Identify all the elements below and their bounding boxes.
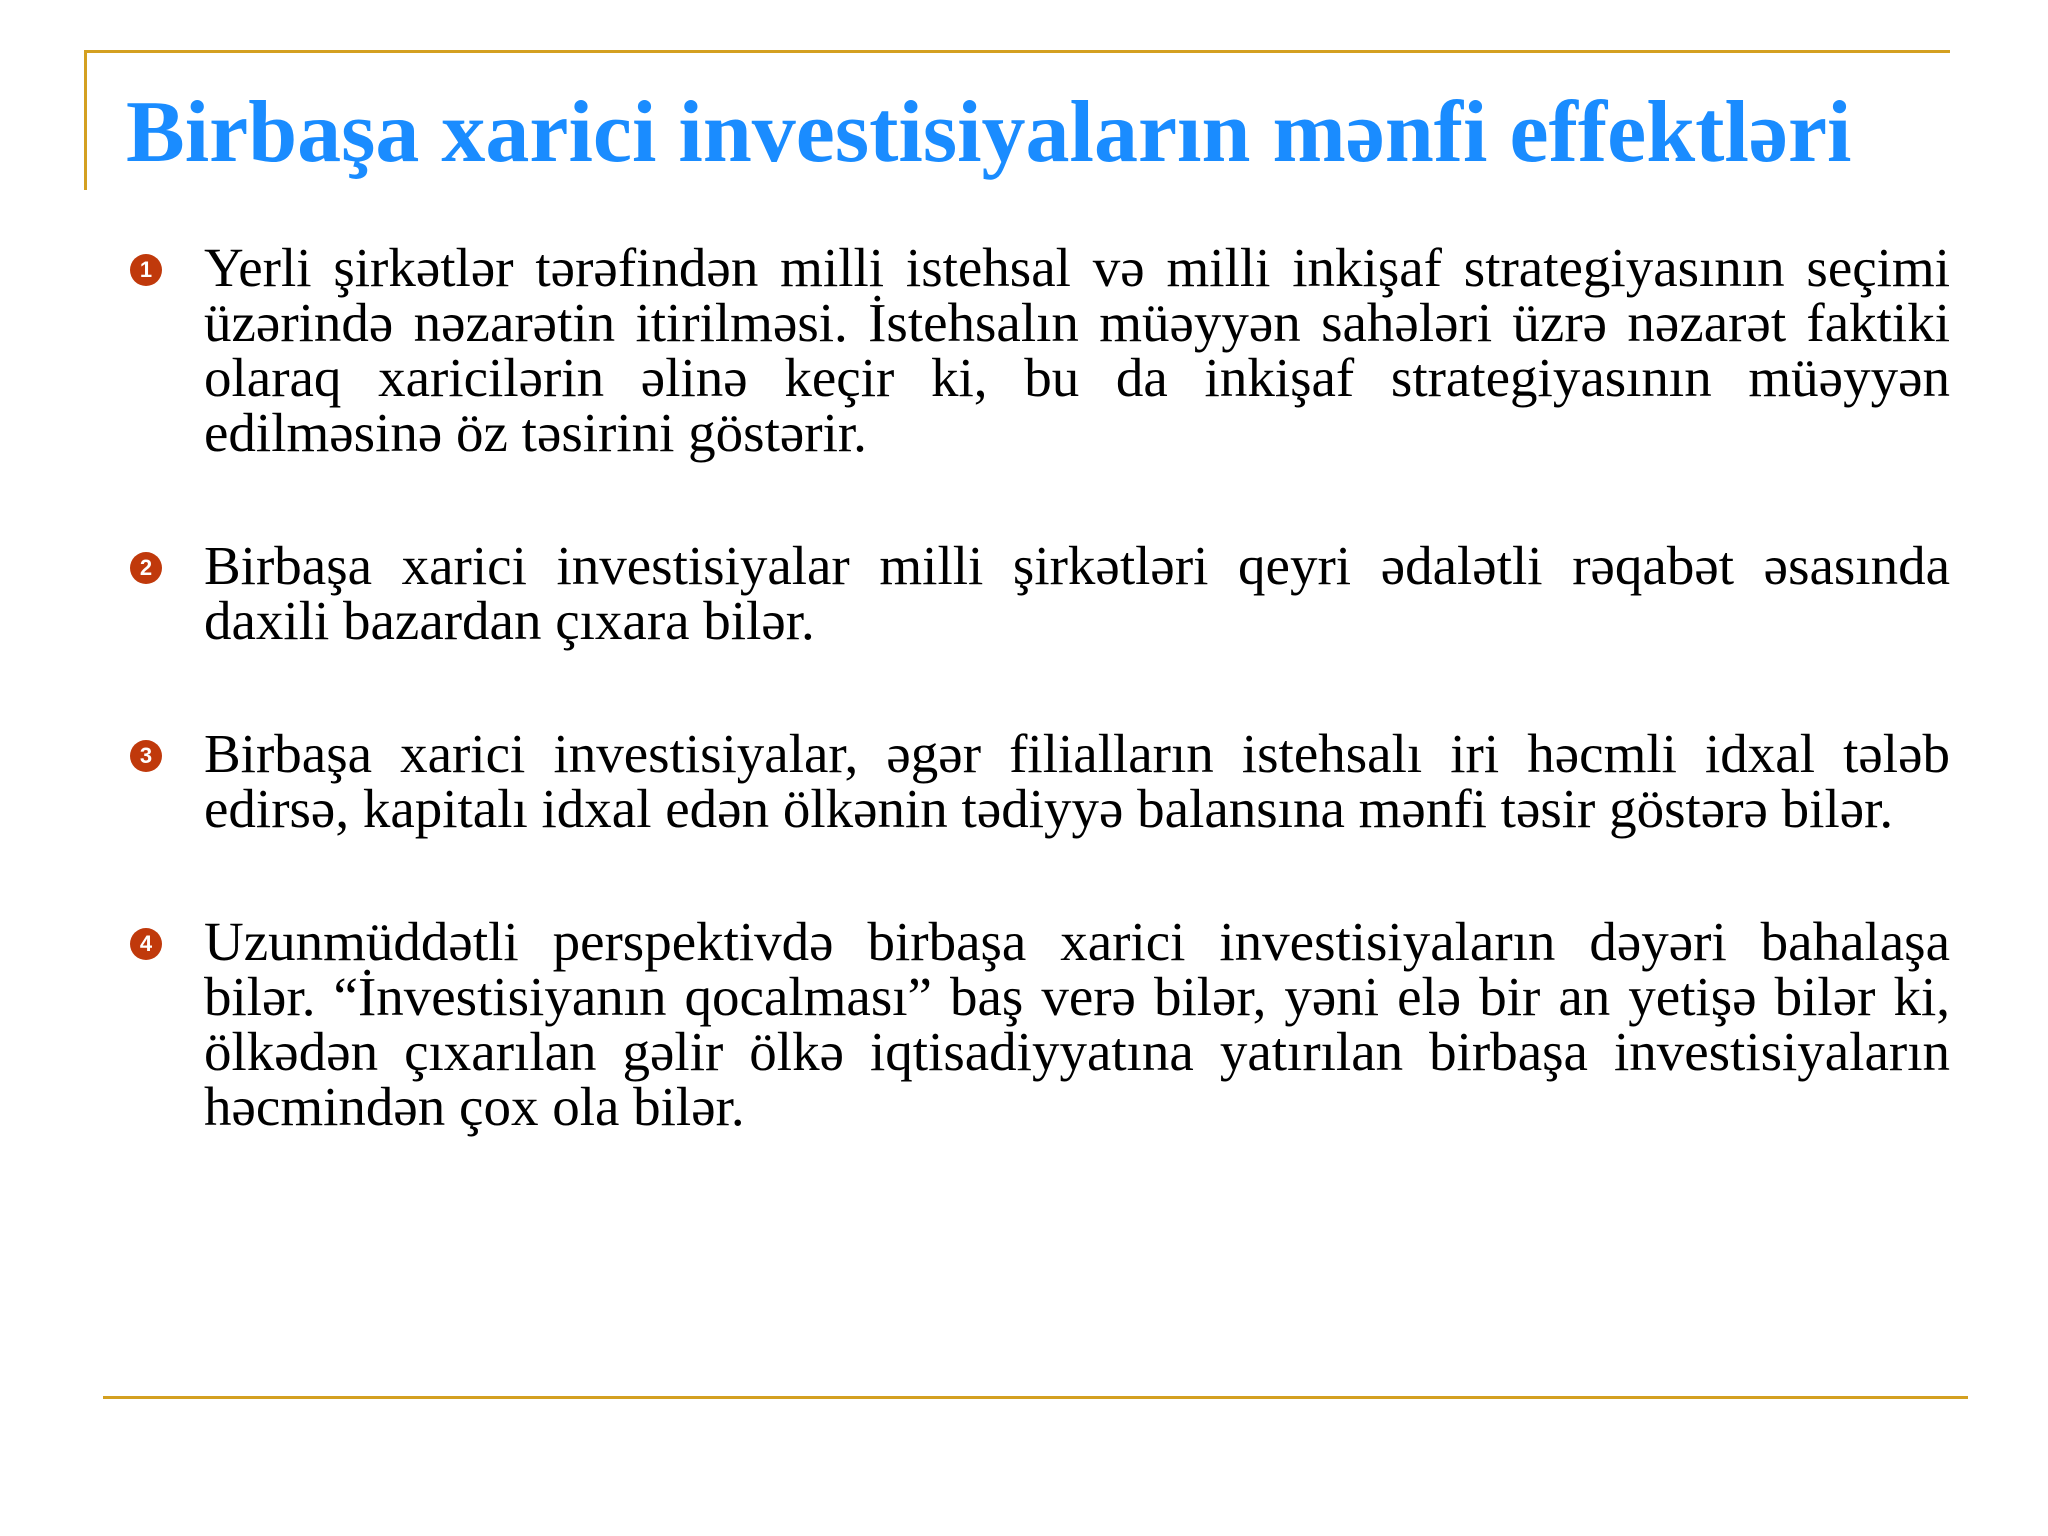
bullet-number-3-icon: 3 <box>130 740 162 772</box>
bottom-rule <box>103 1396 1968 1399</box>
title-rule-left <box>84 50 87 190</box>
bullet-text: Birbaşa xarici investisiyalar milli şirkətləri qeyri ədalətli rəqabət əsasında daxili bazardan çıxara bilər. <box>204 535 1950 651</box>
bullet-number-4-icon: 4 <box>130 928 162 960</box>
bullet-list <box>130 237 1950 1212</box>
bullet-item <box>130 535 1950 651</box>
bullet-text: Birbaşa xarici investisiyalar, əgər filialların istehsalı iri həcmli idxal tələb edirsə, kapitalı idxal edən ölkənin tədiyyə balansına mənfi təsir göstərə bilər. <box>204 723 1950 839</box>
title-rule-top <box>84 50 1950 53</box>
bullet-item <box>130 911 1950 1137</box>
slide-title: Birbaşa xarici investisiyaların mənfi effektləri <box>126 84 1852 181</box>
bullet-number-1-icon: 1 <box>130 254 162 286</box>
bullet-text: Uzunmüddətli perspektivdə birbaşa xarici investisiyaların dəyəri bahalaşa bilər. “İnvestisiyanın qocalması” baş verə bilər, yəni elə bir an yetişə bilər ki, ölkədən çıxarılan gəlir ölkə iqtisadiyyatına yatırılan birbaşa investisiyaların həcmindən çox ola bilər. <box>204 911 1950 1137</box>
bullet-item <box>130 723 1950 839</box>
bullet-item <box>130 237 1950 463</box>
bullet-number-2-icon: 2 <box>130 552 162 584</box>
bullet-text: Yerli şirkətlər tərəfindən milli istehsal və milli inkişaf strategiyasının seçimi üzərində nəzarətin itirilməsi. İstehsalın müəyyən sahələri üzrə nəzarət faktiki olaraq xaricilərin əlinə keçir ki, bu da inkişaf strategiyasının müəyyən edilməsinə öz təsirini göstərir. <box>204 237 1950 463</box>
